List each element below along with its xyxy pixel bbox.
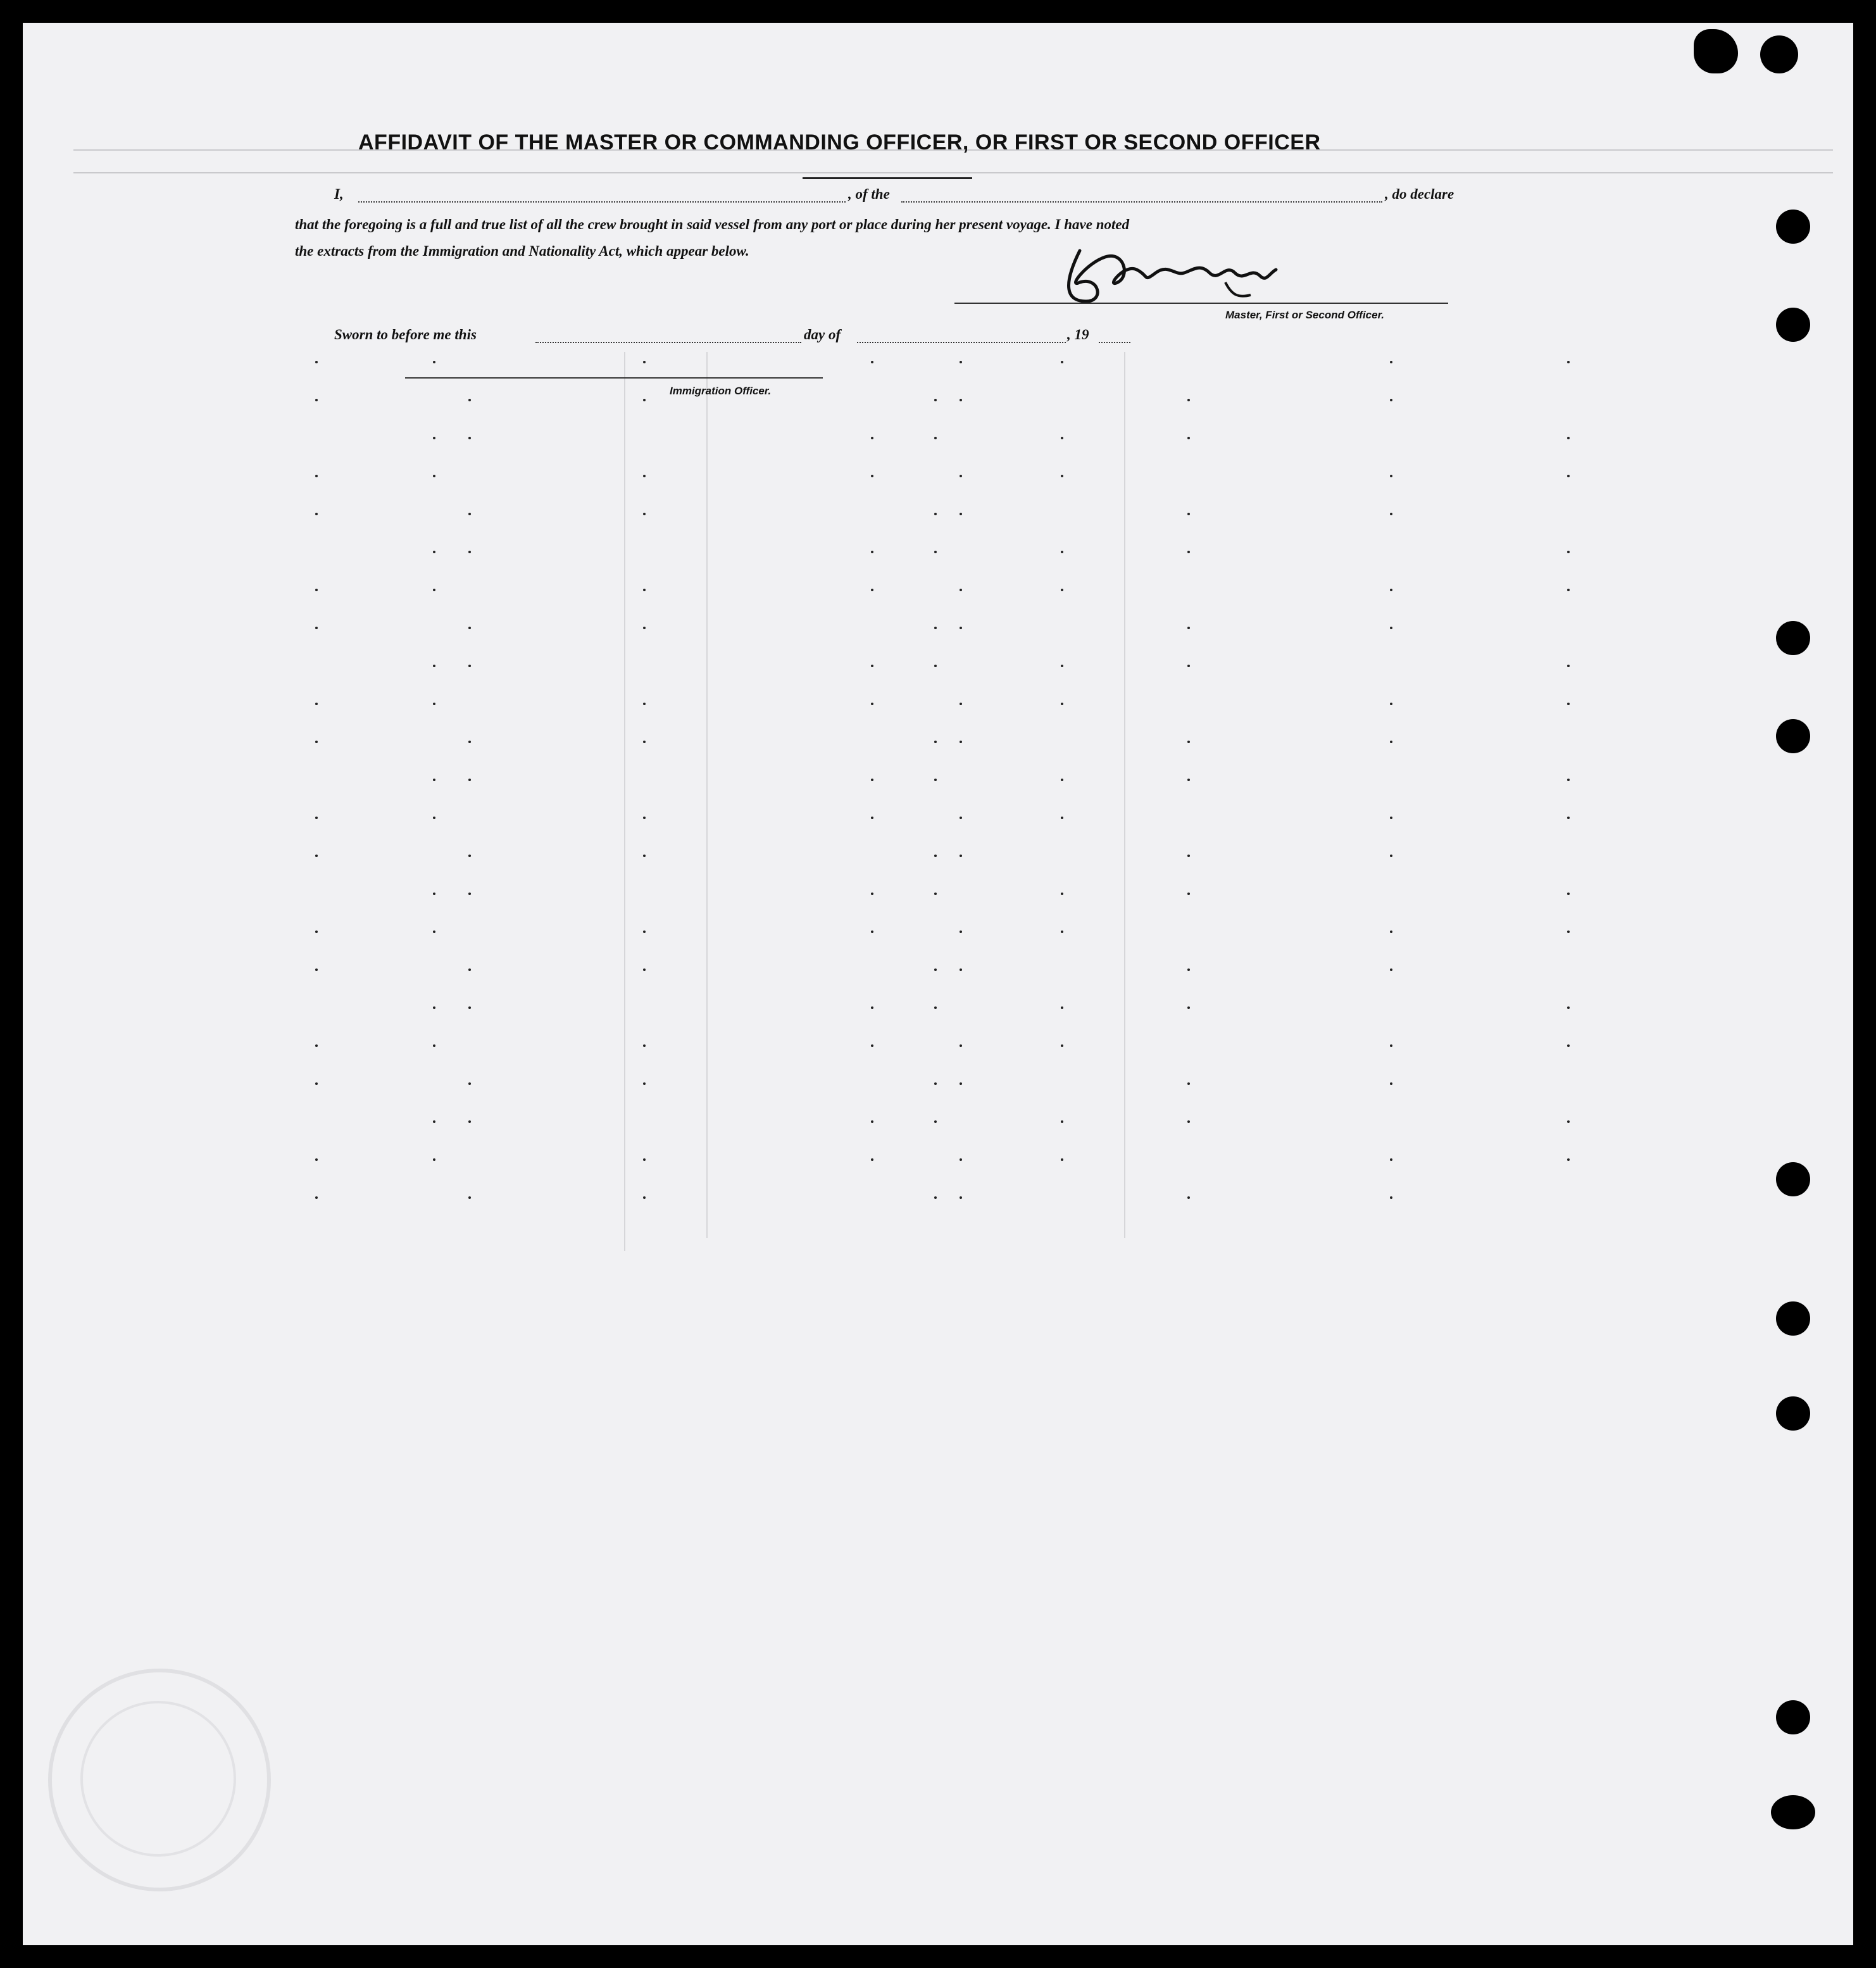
grid-dot [871,665,873,667]
grid-dot [871,1006,873,1009]
document-page [23,23,1853,1945]
embossed-seal-inner [80,1701,236,1857]
title-underline [803,177,972,179]
grid-dot [433,931,435,933]
grid-dot [1061,1120,1063,1123]
declaration-i-label: I, [334,186,344,202]
grid-dot [643,399,646,401]
sworn-year-label: , 19 [1067,327,1089,342]
grid-dot [1061,931,1063,933]
punch-hole [1776,308,1810,342]
grid-dot [433,893,435,895]
grid-dot [934,399,937,401]
grid-dot [643,703,646,705]
grid-dot [468,779,471,781]
grid-dot [315,1082,318,1085]
grid-dot [433,361,435,363]
grid-dot [1567,817,1570,819]
grid-dot [1061,361,1063,363]
grid-dot [468,1006,471,1009]
grid-dot [960,931,962,933]
grid-dot [1567,437,1570,439]
grid-dot [1390,741,1392,743]
grid-dot [1187,741,1190,743]
grid-dot [960,855,962,857]
grid-dot [1567,1158,1570,1161]
grid-dot [315,475,318,477]
grid-dot [1187,513,1190,515]
grid-dot [433,589,435,591]
grid-dot [871,1158,873,1161]
grid-dot [1187,1120,1190,1123]
grid-dot [1061,551,1063,553]
signature-caption: Master, First or Second Officer. [1225,309,1384,321]
grid-dot [871,893,873,895]
grid-dot [871,1120,873,1123]
grid-dot [960,399,962,401]
grid-dot [1187,968,1190,971]
grid-dot [934,779,937,781]
grid-dot [643,817,646,819]
grid-dot [871,589,873,591]
ghost-rule [73,172,1833,173]
grid-dot [433,665,435,667]
grid-dot [643,361,646,363]
grid-dot [1187,1196,1190,1199]
grid-dot [960,741,962,743]
grid-dot [934,551,937,553]
grid-dot [960,1082,962,1085]
grid-dot [433,1158,435,1161]
immigration-officer-caption: Immigration Officer. [670,385,772,397]
grid-dot [315,399,318,401]
declaration-line-3: the extracts from the Immigration and Nationality Act, which appear below. [295,243,749,259]
punch-hole [1776,1700,1810,1734]
grid-dot [315,968,318,971]
grid-dot [960,968,962,971]
grid-dot [433,551,435,553]
grid-dot [1187,437,1190,439]
grid-dot [1390,1044,1392,1047]
grid-dot [960,361,962,363]
grid-dot [643,741,646,743]
grid-dot [1061,1006,1063,1009]
grid-dot [643,627,646,629]
grid-dot [1567,361,1570,363]
grid-dot [960,589,962,591]
grid-dot [960,627,962,629]
grid-dot [960,1158,962,1161]
grid-dot [433,475,435,477]
grid-dot [1390,627,1392,629]
grid-dot [934,1120,937,1123]
grid-dot [1061,779,1063,781]
grid-dot [1187,399,1190,401]
grid-dot [1567,1044,1570,1047]
grid-dot [1390,931,1392,933]
grid-dot [643,968,646,971]
grid-dot [934,741,937,743]
grid-dot [1390,399,1392,401]
grid-dot [315,1044,318,1047]
vessel-name-blank[interactable] [901,201,1382,203]
grid-dot [468,437,471,439]
grid-dot [433,1006,435,1009]
grid-dot [1567,589,1570,591]
grid-dot [1390,1196,1392,1199]
grid-dot [1567,1120,1570,1123]
grid-dot [1187,665,1190,667]
grid-dot [1390,513,1392,515]
grid-dot [934,1082,937,1085]
sworn-label: Sworn to before me this [334,327,477,342]
ink-blot [1694,29,1738,73]
grid-dot [433,703,435,705]
grid-dot [934,1196,937,1199]
grid-dot [1061,1044,1063,1047]
grid-dot [1567,475,1570,477]
grid-dot [468,1196,471,1199]
grid-dot [1187,779,1190,781]
grid-dot [1567,893,1570,895]
grid-dot [871,551,873,553]
grid-dot [1390,817,1392,819]
embossed-seal [48,1669,271,1891]
grid-dot [433,817,435,819]
grid-dot [1390,968,1392,971]
grid-dot [1187,627,1190,629]
grid-dot [468,741,471,743]
grid-dot [1061,703,1063,705]
grid-dot [960,703,962,705]
grid-dot [1061,589,1063,591]
grid-dot [643,475,646,477]
sworn-year-blank[interactable] [1099,342,1130,343]
affidavit-title: AFFIDAVIT OF THE MASTER OR COMMANDING OFFICER, OR FIRST OR SECOND OFFICER [358,130,1321,154]
grid-dot [1390,855,1392,857]
grid-dot [315,931,318,933]
grid-dot [1061,817,1063,819]
grid-dot [433,1044,435,1047]
grid-dot [468,893,471,895]
grid-dot [871,361,873,363]
grid-dot [934,855,937,857]
grid-dot [315,817,318,819]
grid-dot [1061,475,1063,477]
punch-hole [1771,1795,1815,1829]
grid-dot [433,779,435,781]
grid-dot [643,931,646,933]
grid-dot [468,513,471,515]
grid-dot [1567,1006,1570,1009]
grid-dot [934,437,937,439]
ghost-column [624,352,625,1251]
grid-dot [1187,1082,1190,1085]
grid-dot [468,855,471,857]
punch-hole [1776,1162,1810,1196]
grid-dot [934,893,937,895]
grid-dot [1390,1158,1392,1161]
grid-dot [960,475,962,477]
grid-dot [315,1158,318,1161]
grid-dot [643,1158,646,1161]
grid-dot [315,855,318,857]
grid-dot [960,513,962,515]
grid-dot [315,361,318,363]
punch-hole [1776,621,1810,655]
grid-dot [1390,703,1392,705]
grid-dot [643,855,646,857]
grid-dot [433,1120,435,1123]
grid-dot [1390,1082,1392,1085]
ghost-column [1124,352,1125,1238]
punch-hole [1776,1301,1810,1336]
grid-dot [468,627,471,629]
grid-dot [871,931,873,933]
grid-dot [1061,437,1063,439]
sworn-day-of-label: day of [804,327,841,342]
punch-hole [1776,719,1810,753]
grid-dot [643,1082,646,1085]
grid-dot [468,551,471,553]
sworn-month-blank[interactable] [857,342,1066,343]
declaration-of-the-label: , of the [848,186,890,202]
grid-dot [1390,361,1392,363]
grid-dot [934,1006,937,1009]
grid-dot [315,703,318,705]
grid-dot [1187,855,1190,857]
grid-dot [1061,665,1063,667]
grid-dot [934,665,937,667]
grid-dot [315,513,318,515]
grid-dot [643,1196,646,1199]
grid-dot [315,1196,318,1199]
grid-dot [934,627,937,629]
grid-dot [1567,551,1570,553]
sworn-day-blank[interactable] [535,342,801,343]
declaration-declare-label: , do declare [1385,186,1454,202]
immigration-officer-line [405,377,823,379]
grid-dot [315,589,318,591]
grid-dot [871,817,873,819]
grid-dot [315,627,318,629]
officer-name-blank[interactable] [358,201,846,203]
grid-dot [1567,931,1570,933]
declaration-line-2: that the foregoing is a full and true list of all the crew brought in said vessel from any port or place during her present voyage. I have noted [295,216,1130,232]
grid-dot [960,1044,962,1047]
grid-dot [871,779,873,781]
grid-dot [1187,893,1190,895]
grid-dot [1567,703,1570,705]
grid-dot [1567,665,1570,667]
grid-dot [1390,475,1392,477]
grid-dot [871,703,873,705]
ink-blot [1760,35,1798,73]
grid-dot [871,1044,873,1047]
grid-dot [934,513,937,515]
grid-dot [871,437,873,439]
grid-dot [1187,1006,1190,1009]
grid-dot [433,437,435,439]
grid-dot [468,1120,471,1123]
grid-dot [468,399,471,401]
punch-hole [1776,1396,1810,1431]
grid-dot [1061,893,1063,895]
grid-dot [1187,551,1190,553]
grid-dot [1390,589,1392,591]
grid-dot [315,741,318,743]
grid-dot [643,1044,646,1047]
grid-dot [1061,1158,1063,1161]
grid-dot [643,513,646,515]
grid-dot [871,475,873,477]
grid-dot [960,817,962,819]
grid-dot [934,968,937,971]
ghost-column [706,352,708,1238]
grid-dot [1567,779,1570,781]
signature-line [954,303,1448,304]
grid-dot [468,968,471,971]
grid-dot [468,1082,471,1085]
grid-dot [468,665,471,667]
grid-dot [643,589,646,591]
punch-hole [1776,210,1810,244]
grid-dot [960,1196,962,1199]
